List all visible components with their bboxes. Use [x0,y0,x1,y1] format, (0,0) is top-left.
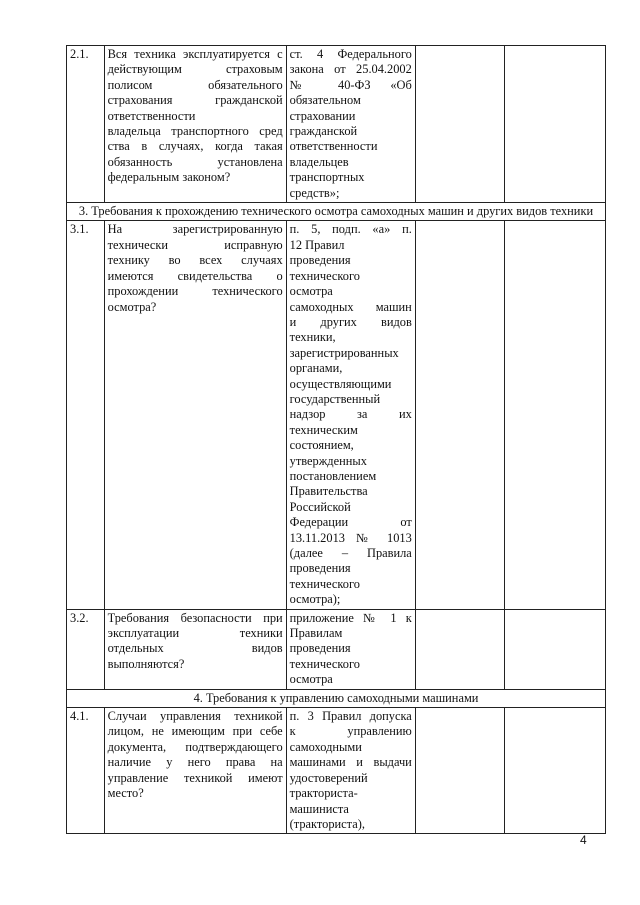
section-row [67,203,606,221]
text-line: технического [289,656,360,671]
text-line: имеются свидетельства о [107,268,283,283]
text-line: тракториста- [289,786,358,801]
text-line: осмотра? [107,299,157,314]
text-line: место? [107,786,144,801]
empty-cell [415,708,504,834]
reference-cell [286,46,415,203]
question-cell [104,609,286,689]
text-line: ства в случаях, когда такая [107,139,283,154]
question-cell [104,46,286,203]
text-line: ответственности [289,139,378,154]
text-line: техническим [289,422,358,437]
section-heading: 3. Требования к прохождению технического осмотра самоходных машин и других видов техники [67,203,606,221]
text-line: владельца транспортного сред [107,124,283,139]
text-line: утвержденных [289,453,367,468]
text-line: наличие у него права на [107,755,283,770]
text-line: средств»; [289,185,340,200]
question-cell [104,708,286,834]
text-line: зарегистрированных [289,345,399,360]
text-line: проведения [289,641,351,656]
text-line: обязанность установлена [107,154,283,169]
text-line: Правилам [289,626,343,641]
empty-cell [415,221,504,609]
text-line: гражданской [289,124,358,139]
text-line: (далее – Правила [289,546,412,560]
text-line: документа, подтверждающего [107,739,283,754]
text-line: постановлением [289,468,377,483]
text-line: технического [289,268,360,283]
text-line: машиниста [289,801,349,816]
text-line: п. 5, подп. «а» п. [289,222,412,237]
table-row [67,46,606,203]
empty-cell [505,221,606,609]
section-heading: 4. Требования к управлению самоходными машинами [67,689,606,707]
text-line: технику во всех случаях [107,253,283,268]
empty-cell [415,609,504,689]
text-line: Требования безопасности при [107,610,283,625]
text-line: технически исправную [107,237,283,252]
reference-cell [286,708,415,834]
text-line: проведения [289,253,351,268]
text-line: органами, [289,361,343,376]
text-line: (тракториста), [289,816,365,831]
text-line: федеральным законом? [107,170,231,185]
text-line: ответственности [107,108,196,123]
text-line: отдельных видов [107,641,283,656]
text-line: машинами и выдачи [289,755,412,770]
text-line: Случаи управления техникой [107,709,283,724]
text-line: эксплуатации техники [107,626,283,641]
checklist-table [66,45,606,834]
text-line: лицом, не имеющим при себе [107,724,283,739]
text-line: к управлению [289,724,412,739]
empty-cell [505,46,606,203]
table-row [67,221,606,609]
text-line: страховании [289,108,356,123]
text-line: техники, [289,330,336,345]
text-line: 12 Правил [289,237,345,252]
text-line: Вся техника эксплуатируется с [107,47,283,61]
reference-cell [286,221,415,609]
text-line: действующим страховым [107,62,283,77]
text-line: На зарегистрированную [107,222,283,237]
text-line: самоходными [289,739,362,754]
text-line: проведения [289,561,351,576]
text-line: управление техникой имеют [107,770,283,785]
text-line: осмотра); [289,592,341,607]
text-line: Федерации от [289,515,412,530]
empty-cell [505,708,606,834]
question-cell [104,221,286,609]
text-line: страхования гражданской [107,93,283,108]
row-number: 2.1. [67,46,105,203]
text-line: владельцев [289,154,349,169]
reference-cell [286,609,415,689]
text-line: состоянием, [289,438,354,453]
text-line: приложение № 1 к [289,610,412,625]
text-line: государственный [289,391,381,406]
text-line: осмотра [289,672,333,687]
row-number: 3.2. [67,609,105,689]
text-line: самоходных машин [289,299,412,314]
text-line: осуществляющими [289,376,392,391]
text-line: и других видов [289,314,412,329]
section-row [67,689,606,707]
text-line: прохождении технического [107,284,283,299]
row-number: 4.1. [67,708,105,834]
text-line: Правительства [289,484,368,499]
text-line: 13.11.2013 № 1013 [289,530,412,545]
text-line: Российской [289,499,351,514]
text-line: № 40-ФЗ «Об [289,77,412,92]
empty-cell [415,46,504,203]
text-line: надзор за их [289,407,412,422]
text-line: выполняются? [107,656,185,671]
text-line: обязательном [289,93,361,108]
text-line: ст. 4 Федерального [289,47,412,61]
text-line: осмотра [289,284,333,299]
text-line: технического [289,576,360,591]
text-line: закона от 25.04.2002 [289,62,412,77]
table-row [67,609,606,689]
text-line: транспортных [289,170,365,185]
table-row [67,708,606,834]
text-line: удостоверений [289,770,368,785]
row-number: 3.1. [67,221,105,609]
text-line: п. 3 Правил допуска [289,709,412,724]
page-number: 4 [580,833,587,847]
text-line: полисом обязательного [107,77,283,92]
empty-cell [505,609,606,689]
